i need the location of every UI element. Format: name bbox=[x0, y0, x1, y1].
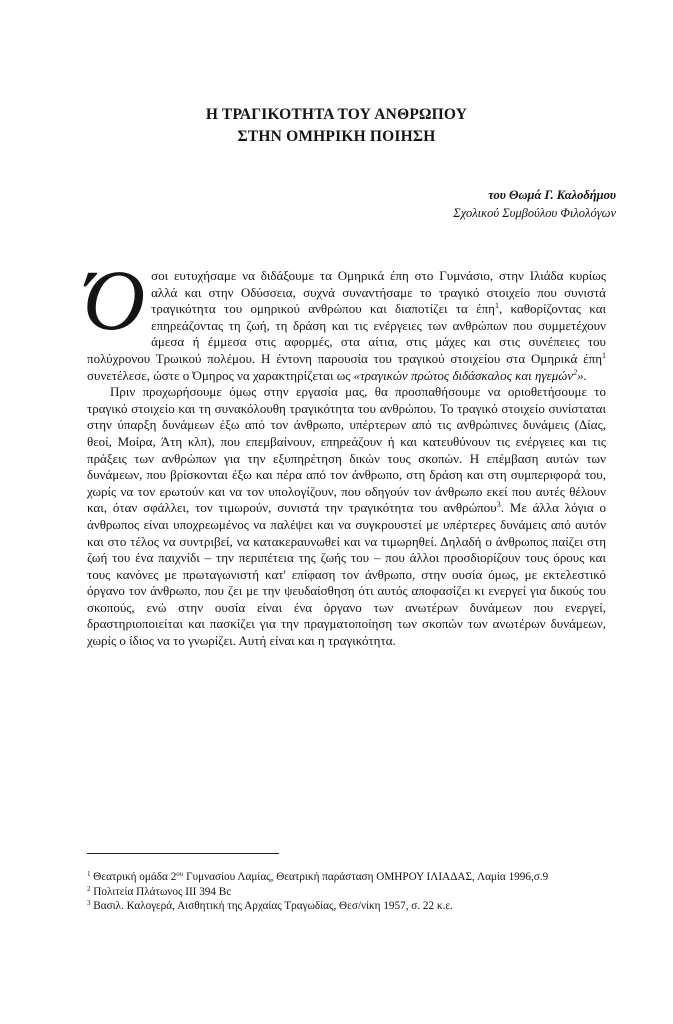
footnote-number: 2 bbox=[87, 884, 91, 893]
footnote-1 bbox=[87, 870, 606, 885]
footnote-ref-1: 1 bbox=[495, 301, 499, 311]
title-line-2: ΣΤΗΝ ΟΜΗΡΙΚΗ ΠΟΙΗΣΗ bbox=[237, 128, 436, 145]
paragraph-1-text-c: συνετέλεσε, ώστε ο Όμηρος να χαρακτηρίζεται ως bbox=[87, 367, 354, 383]
footnote-number: 1 bbox=[87, 870, 91, 878]
footnote-3 bbox=[87, 899, 606, 914]
quote-end: ». bbox=[577, 367, 587, 383]
paragraph-1-text-a: σοι ευτυχήσαμε να διδάξουμε τα Ομηρικά έπη στο Γυμνάσιο, στην Ιλιάδα κυρίως αλλά και στην Οδύσσεια, συχνά συναντήσαμε το τραγικό στοιχείο που συνιστά τραγικότητα του ομηρικού ανθρώπου και διαποτίζει τα έπη bbox=[151, 268, 606, 317]
footnote-text: Πολιτεία Πλάτωνος ΙΙΙ 394 Βc bbox=[93, 885, 232, 898]
footnote-text: Βασιλ. Καλογερά, Αισθητική της Αρχαίας Τραγωδίας, Θεσ/νίκη 1957, σ. 22 κ.ε. bbox=[93, 900, 453, 913]
footnotes bbox=[87, 870, 606, 914]
footnote-ordinal: ου bbox=[176, 870, 184, 878]
footnote-number: 3 bbox=[87, 899, 91, 908]
paragraph-2 bbox=[87, 384, 606, 650]
author-prefix: του bbox=[488, 188, 506, 202]
author-name: Θωμά Γ. Καλοδήμου bbox=[508, 188, 616, 202]
article-body bbox=[83, 252, 607, 650]
footnote-divider bbox=[87, 853, 279, 854]
paragraph-2-text-a: Πριν προχωρήσουμε όμως στην εργασία μας, θα προσπαθήσουμε να οριοθετήσουμε το τραγικό στοιχείο και τη συνακόλουθη τραγικότητα του ανθρώπου. Το τραγικό στοιχείο συνίσταται στην ύπαρξη δυνάμεων έξω από τον άνθρωπο, υπέρτερων από τις ανθρώπινες δυνάμεις (Δίας, θεοί, Μοίρα, Άτη κλπ), που επεμβαίνουν, επηρεάζουν ή και κατευθύνουν τις ενέργειες και τις πράξεις των ανθρώπων για την εξυπηρέτηση δικών τους σκοπών. Η επέμβαση αυτών των δυνάμεων, που βρίσκονται έξω και πέρα από τον άνθρωπο, στη δράση και στη συμπεριφορά του, χωρίς να τον ερωτούν και να τον υπολογίζουν, που οδηγούν τον άνθρωπο εκεί που αυτές θέλουν και, όταν σφάλλει, τον τιμωρούν, συνιστά την τραγικότητα του ανθρώπου bbox=[87, 384, 606, 516]
quote-text: «τραγικών πρώτος διδάσκαλος και ηγεμών bbox=[353, 367, 574, 383]
title-line-1: Η ΤΡΑΓΙΚΟΤΗΤΑ ΤΟΥ ΑΝΘΡΩΠΟΥ bbox=[205, 106, 468, 123]
paragraph-2-text-b: . Με άλλα λόγια ο άνθρωπος είναι υποχρεωμένος να παλέψει και να συγκρουστεί με υπέρτερες δυνάμεις από αυτόν και στο τέλος να συντριβεί, να κατακεραυνωθεί και να τιμωρηθεί. Δηλαδή ο άνθρωπος παίζει στη ζωή του ένα παιχνίδι – την περιπέτεια της ζωής του – που άλλοι προσδιορίζουν τους όρους και τους κανόνες με πρωταγωνιστή κατ' επίφαση τον άνθρωπο, στην ουσία όμως, με εκτελεστικό όργανο τον άνθρωπο, που ζει με την ψευδαίσθηση ότι αυτός αποφασίζει κι ενεργεί για δικούς του σκοπούς, ενώ στην ουσία είναι ένα όργανο των ανωτέρων δυνάμεων που ενεργεί, δραστηριοποιείται και πασκίζει για την πραγματοποίηση των σκοπών των ανωτέρων δυνάμεων, χωρίς ο ίδιος να το γνωρίζει. Αυτή είναι και η τραγικότητα. bbox=[87, 500, 606, 649]
drop-cap: Ό bbox=[83, 252, 146, 348]
footnote-ref-1b: 1 bbox=[602, 350, 606, 360]
footnote-text: Θεατρική ομάδα 2 bbox=[93, 871, 177, 883]
author-block bbox=[453, 186, 616, 222]
author-role: Σχολικού Συμβούλου Φιλολόγων bbox=[453, 206, 616, 220]
paragraph-1-text-b: , καθορίζοντας και επηρεάζοντας τη ζωή, τη δράση και τις ενέργειες των ανθρώπων που συμμετέχουν άμεσα ή έμμεσα στις αφορμές, στα αίτια, στις μάχες και στις συνέπειες του πολύχρονου Τρωικού πολέμου. Η έντονη παρουσία του τραγικού στοιχείου στα Ομηρικά έπη bbox=[87, 301, 607, 366]
footnote-2 bbox=[87, 885, 606, 900]
footnote-text-rest: Γυμνασίου Λαμίας, Θεατρική παράσταση ΟΜΗΡΟΥ ΙΛΙΑΔΑΣ, Λαμία 1996,σ.9 bbox=[183, 871, 549, 883]
article-title bbox=[0, 104, 673, 148]
author-line bbox=[453, 186, 616, 204]
footnote-ref-3: 3 bbox=[496, 500, 501, 510]
footnote-ref-2: 2 bbox=[573, 367, 578, 377]
quote bbox=[354, 368, 587, 383]
paragraph-1 bbox=[83, 252, 607, 384]
